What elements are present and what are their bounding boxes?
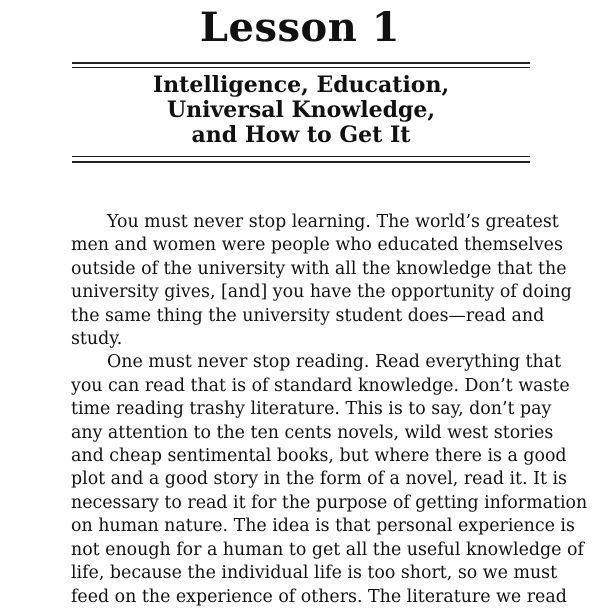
paragraph-1-line: university gives, [and] you have the opportunity of doing (71, 282, 572, 303)
subtitle-line-1: Intelligence, Education, (152, 72, 450, 98)
paragraph-2-line: One must never stop reading. Read everything that (107, 352, 562, 373)
paragraph-1-line: study. (71, 329, 123, 350)
paragraph-2-line: and cheap sentimental books, but where there is a good (71, 446, 567, 467)
paragraph-2-line: any attention to the ten cents novels, wild west stories (71, 422, 554, 443)
paragraph-1-line: You must never stop learning. The world’s greatest (107, 212, 559, 232)
paragraph-1-line: men and women were people who educated themselves (71, 235, 563, 256)
paragraph-1 (71, 211, 572, 351)
paragraph-2-line: time reading trashy literature. This is to say, don’t pay (71, 399, 552, 420)
paragraph-1-line: outside of the university with all the knowledge that the (71, 258, 567, 279)
subtitle-line-2: Universal Knowledge, (166, 97, 436, 123)
bottom-rule-upper (72, 156, 530, 157)
paragraph-2-line: not enough for a human to get all the useful knowledge of (71, 539, 584, 560)
paragraph-2-line: on human nature. The idea is that personal experience is (71, 516, 575, 537)
paragraph-2 (71, 351, 588, 608)
paragraph-2-line: you can read that is of standard knowledge. Don’t waste (71, 375, 570, 396)
paragraph-2-line: necessary to read it for the purpose of getting information (71, 492, 588, 513)
paragraph-1-line: the same thing the university student does—read and (71, 305, 545, 326)
paragraph-2-line: feed on the experience of others. The literature we read (71, 586, 567, 607)
top-rule-upper (72, 62, 530, 64)
paragraph-2-line: plot and a good story in the form of a novel, read it. It is (71, 469, 567, 490)
lesson-title: Lesson 1 (199, 4, 401, 51)
body-text (71, 211, 588, 609)
paragraph-2-line: life, because the individual life is too short, so we must (71, 563, 558, 584)
bottom-rule-lower (72, 161, 530, 163)
top-rule-lower (72, 67, 530, 68)
subtitle-line-3: and How to Get It (191, 122, 411, 148)
chapter-subtitle (72, 73, 530, 148)
